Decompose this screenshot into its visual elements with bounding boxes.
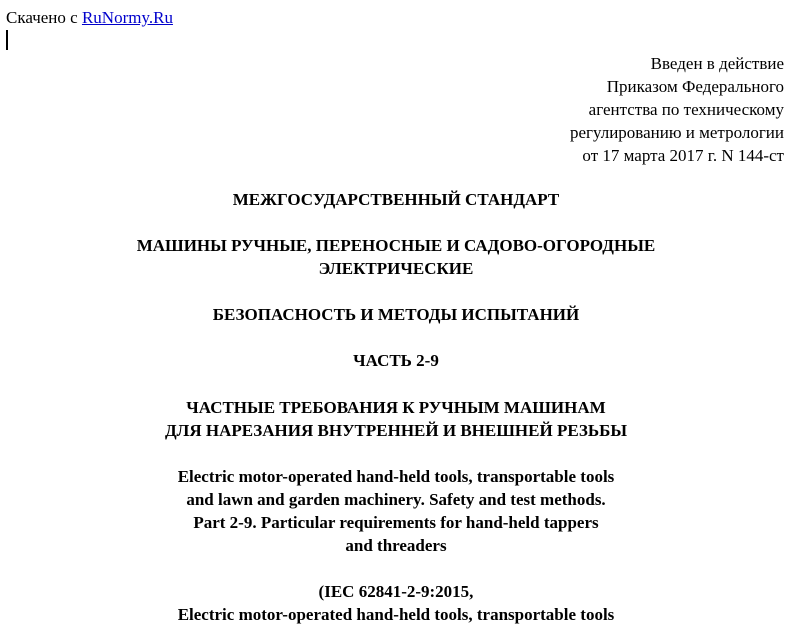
- particular-line: ЧАСТНЫЕ ТРЕБОВАНИЯ К РУЧНЫМ МАШИНАМ: [186, 398, 606, 417]
- standard-type-text: МЕЖГОСУДАРСТВЕННЫЙ СТАНДАРТ: [232, 190, 560, 209]
- subtitle-text: БЕЗОПАСНОСТЬ И МЕТОДЫ ИСПЫТАНИЙ: [212, 305, 580, 324]
- source-line: [6, 6, 173, 29]
- iec-reference: [0, 580, 792, 626]
- enactment-notice: [384, 52, 784, 167]
- document-title: [0, 234, 792, 280]
- text-cursor: [6, 30, 8, 50]
- standard-type: [0, 188, 792, 211]
- document-subtitle: [0, 303, 792, 326]
- enactment-line: регулированию и метрологии: [569, 123, 784, 142]
- source-link[interactable]: RuNormy.Ru: [81, 8, 173, 27]
- iec-line: (IEC 62841-2-9:2015,: [318, 582, 474, 601]
- enactment-line: агентства по техническому: [588, 100, 784, 119]
- part-number: [0, 349, 792, 372]
- english-line: Electric motor-operated hand-held tools, transportable tools: [177, 467, 615, 486]
- particular-requirements: [0, 396, 792, 442]
- title-line: МАШИНЫ РУЧНЫЕ, ПЕРЕНОСНЫЕ И САДОВО-ОГОРОДНЫЕ: [136, 236, 656, 255]
- english-line: and lawn and garden machinery. Safety and test methods.: [186, 490, 606, 509]
- enactment-line: Приказом Федерального: [606, 77, 784, 96]
- particular-line: ДЛЯ НАРЕЗАНИЯ ВНУТРЕННЕЙ И ВНЕШНЕЙ РЕЗЬБЫ: [164, 421, 628, 440]
- enactment-line: Введен в действие: [650, 54, 784, 73]
- part-text: ЧАСТЬ 2-9: [353, 351, 439, 370]
- english-line: Part 2-9. Particular requirements for hand-held tappers: [193, 513, 599, 532]
- iec-line: Electric motor-operated hand-held tools, transportable tools: [177, 605, 615, 624]
- title-line: ЭЛЕКТРИЧЕСКИЕ: [318, 259, 474, 278]
- enactment-line: от 17 марта 2017 г. N 144-ст: [582, 146, 784, 165]
- source-prefix: Скачено с: [6, 8, 82, 27]
- english-title: [0, 465, 792, 557]
- english-line: and threaders: [345, 536, 447, 555]
